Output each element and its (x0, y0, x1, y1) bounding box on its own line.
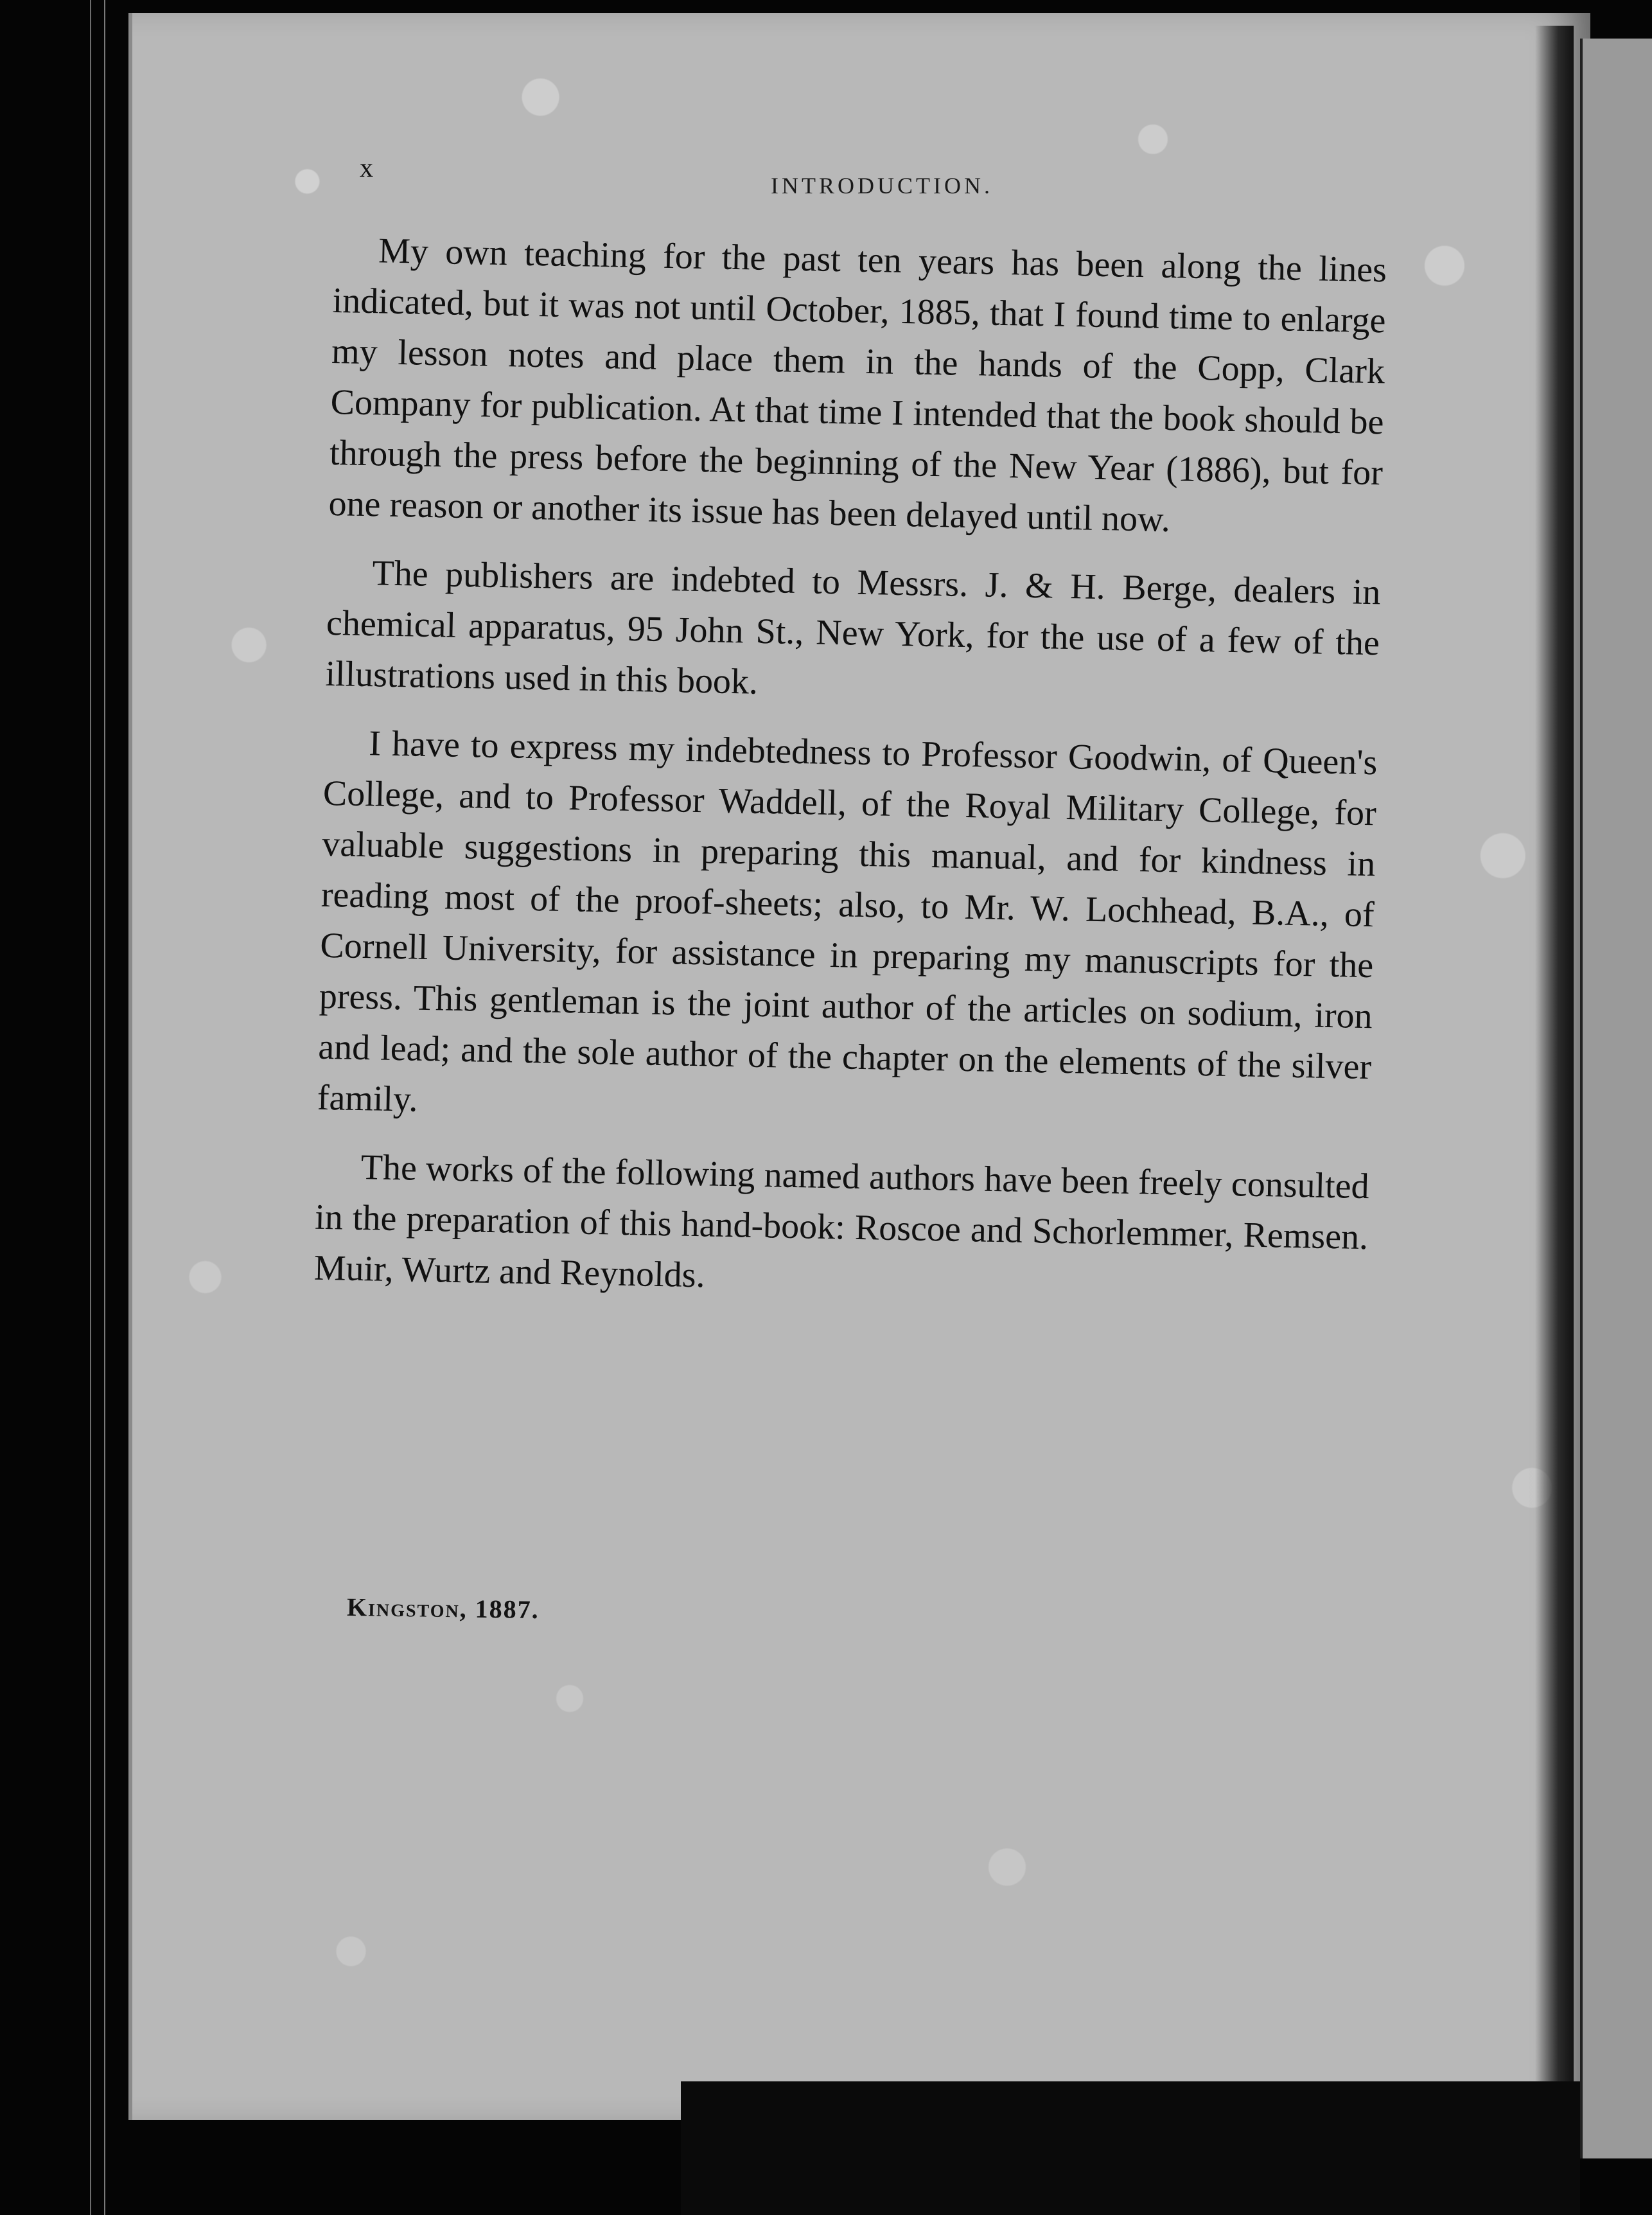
paragraph-teaching: My own teaching for the past ten years has been along the lines indicated, but it was not until October, 1885, that I found time to enlarge my lesson notes and place them in the hands of the Copp, Clark Company for publication. At that time I intended that the book should be through the press before the beginning of the New Year (1886), but for one reason or another its issue has been delayed until now. (328, 231, 1387, 540)
gutter-shadow (1535, 26, 1574, 2146)
paragraph-acknowledgements: I have to express my indebtedness to Professor Goodwin, of Queen's College, and to Professor Waddell, of the Royal Military College, for valuable suggestions in preparing this manual, and for kindness in reading most of the proof-sheets; also, to Mr. W. Lochhead, B.A., of Cornell University, for assistance in preparing my manuscripts for the press. This gentleman is the joint author of the articles on sodium, iron and lead; and the sole author of the chapter on the elements of the silver family. (317, 723, 1378, 1120)
running-head: INTRODUCTION. (771, 173, 993, 199)
page-edge-lines (90, 0, 105, 2215)
place-date-signature: Kingston, 1887. (346, 1592, 540, 1625)
body-text (313, 225, 1387, 1332)
bottom-dark-strip (681, 2081, 1580, 2215)
page-header (360, 153, 1452, 204)
paragraph-publishers: The publishers are indebted to Messrs. J. & H. Berge, dealers in chemical apparatus, 95 John St., New York, for the use of a few of the illustrations used in this book. (324, 553, 1381, 702)
page-number: x (360, 154, 374, 183)
facing-page-edge (1580, 39, 1652, 2158)
paragraph-references: The works of the following named authors have been freely consulted in the preparation of this hand-book: Roscoe and Schorlemmer, Remsen. Muir, Wurtz and Reynolds. (313, 1147, 1370, 1296)
